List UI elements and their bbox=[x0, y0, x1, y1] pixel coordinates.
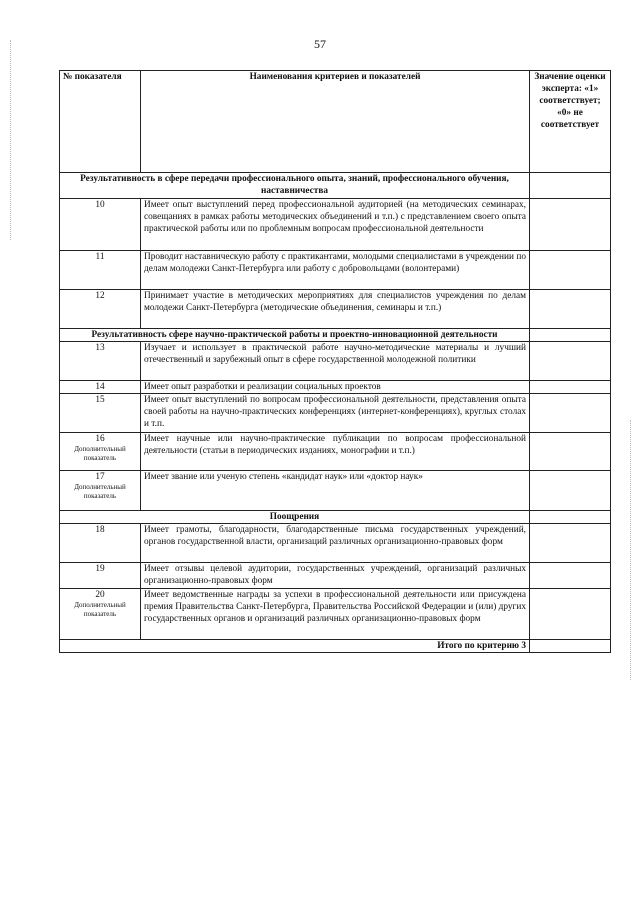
criterion-row bbox=[60, 342, 611, 381]
criterion-number-text: 20 bbox=[95, 590, 105, 601]
total-row bbox=[60, 640, 611, 653]
section-row bbox=[60, 511, 611, 524]
expert-value-cell[interactable] bbox=[530, 394, 611, 433]
criterion-row bbox=[60, 524, 611, 563]
expert-value-cell[interactable] bbox=[530, 524, 611, 563]
criterion-row bbox=[60, 394, 611, 433]
criterion-row bbox=[60, 563, 611, 589]
section-title: Результативность сфере научно-практической работы и проектно-инновационной деятельности bbox=[60, 329, 530, 342]
expert-value-cell[interactable] bbox=[530, 563, 611, 589]
criterion-number-text: 10 bbox=[95, 200, 105, 210]
criterion-text: Имеет отзывы целевой аудитории, государственных учреждений, организаций различных организационно-правовых форм bbox=[141, 563, 530, 589]
criterion-text: Имеет опыт разработки и реализации социальных проектов bbox=[141, 381, 530, 394]
section-row bbox=[60, 329, 611, 342]
expert-value-cell[interactable] bbox=[530, 471, 611, 511]
expert-value-cell[interactable] bbox=[530, 290, 611, 329]
criterion-text: Изучает и использует в практической работе научно-методические материалы и лучший отечественный и зарубежный опыт в сфере государственной молодежной политики bbox=[141, 342, 530, 381]
criterion-number-text: 18 bbox=[95, 525, 105, 536]
expert-value-cell[interactable] bbox=[530, 251, 611, 290]
header-name: Наименования критериев и показателей bbox=[141, 71, 530, 173]
criterion-number-text: 11 bbox=[95, 252, 105, 262]
criterion-text: Имеет опыт выступлений по вопросам профессиональной деятельности, представления опыта своей работы на научно-практических конференциях (интернет-конференциях), круглых столах и т.п. bbox=[141, 394, 530, 433]
criterion-number-text: 19 bbox=[95, 564, 105, 575]
scan-edge-right bbox=[630, 420, 632, 680]
expert-value-cell[interactable] bbox=[530, 199, 611, 251]
criterion-number bbox=[60, 394, 141, 433]
criterion-subnote: Дополнительный показатель bbox=[74, 445, 126, 463]
criterion-number bbox=[60, 589, 141, 640]
criterion-number bbox=[60, 471, 141, 511]
header-row bbox=[60, 71, 611, 173]
criterion-text: Имеет грамоты, благодарности, благодарственные письма государственных учреждений, органов государственной власти, организаций различных организационно-правовых форм bbox=[141, 524, 530, 563]
expert-value-cell[interactable] bbox=[530, 589, 611, 640]
criterion-text: Имеет ведомственные награды за успехи в профессиональной деятельности или присуждена премия Правительства Санкт-Петербурга, Правительства Российской Федерации и (или) других государственных органов и организаций различных организационно-правовых форм bbox=[141, 589, 530, 640]
section-title: Результативность в сфере передачи профессионального опыта, знаний, профессионального обучения, наставничества bbox=[60, 173, 530, 199]
criterion-text: Имеет опыт выступлений перед профессиональной аудиторией (на методических семинарах, совещаниях в рамках работы методических объединений и т.п.) с представлением своего опыта практической работы или по проблемным вопросам профессиональной деятельности bbox=[141, 199, 530, 251]
criterion-number bbox=[60, 381, 141, 394]
criterion-number-text: 17 bbox=[95, 472, 105, 483]
criterion-text: Имеет научные или научно-практические публикации по вопросам профессиональной деятельности (статьи в периодических изданиях, монографии и т.п.) bbox=[141, 433, 530, 471]
criterion-number-text: 12 bbox=[95, 291, 105, 301]
criterion-number-text: 13 bbox=[95, 343, 105, 354]
page-number: 57 bbox=[314, 37, 326, 51]
section-value-cell bbox=[530, 329, 611, 342]
criterion-text: Проводит наставническую работу с практикантами, молодыми специалистами в учреждении по делам молодежи Санкт-Петербурга или работу с добровольцами (волонтерами) bbox=[141, 251, 530, 290]
criterion-number bbox=[60, 342, 141, 381]
criterion-number-text: 16 bbox=[95, 434, 105, 445]
criterion-row bbox=[60, 290, 611, 329]
section-value-cell bbox=[530, 173, 611, 199]
criterion-row bbox=[60, 199, 611, 251]
criterion-row bbox=[60, 471, 611, 511]
criterion-subnote: Дополнительный показатель bbox=[74, 483, 126, 501]
criterion-number-text: 15 bbox=[95, 395, 105, 406]
criterion-row bbox=[60, 381, 611, 394]
expert-value-cell[interactable] bbox=[530, 342, 611, 381]
criterion-subnote: Дополнительный показатель bbox=[74, 601, 126, 619]
criterion-number-text: 14 bbox=[95, 382, 105, 393]
total-label: Итого по критерию 3 bbox=[60, 640, 530, 653]
expert-value-cell[interactable] bbox=[530, 381, 611, 394]
criterion-number bbox=[60, 563, 141, 589]
criterion-row bbox=[60, 433, 611, 471]
criterion-number bbox=[60, 433, 141, 471]
section-title: Поощрения bbox=[60, 511, 530, 524]
total-value-cell[interactable] bbox=[530, 640, 611, 653]
criterion-number bbox=[60, 524, 141, 563]
header-value: Значение оценки эксперта: «1» соответствует; «0» не соответствует bbox=[530, 71, 611, 173]
criterion-row bbox=[60, 589, 611, 640]
criteria-table bbox=[59, 70, 611, 653]
scan-edge-left bbox=[10, 40, 12, 240]
criterion-number bbox=[60, 199, 141, 251]
criterion-number bbox=[60, 290, 141, 329]
expert-value-cell[interactable] bbox=[530, 433, 611, 471]
criterion-text: Имеет звание или ученую степень «кандидат наук» или «доктор наук» bbox=[141, 471, 530, 511]
section-row bbox=[60, 173, 611, 199]
criterion-row bbox=[60, 251, 611, 290]
section-value-cell bbox=[530, 511, 611, 524]
criterion-number bbox=[60, 251, 141, 290]
criterion-text: Принимает участие в методических мероприятиях для специалистов учреждения по делам молодежи Санкт-Петербурга (методические объединения, семинары и т.п.) bbox=[141, 290, 530, 329]
header-num: № показателя bbox=[60, 71, 141, 173]
